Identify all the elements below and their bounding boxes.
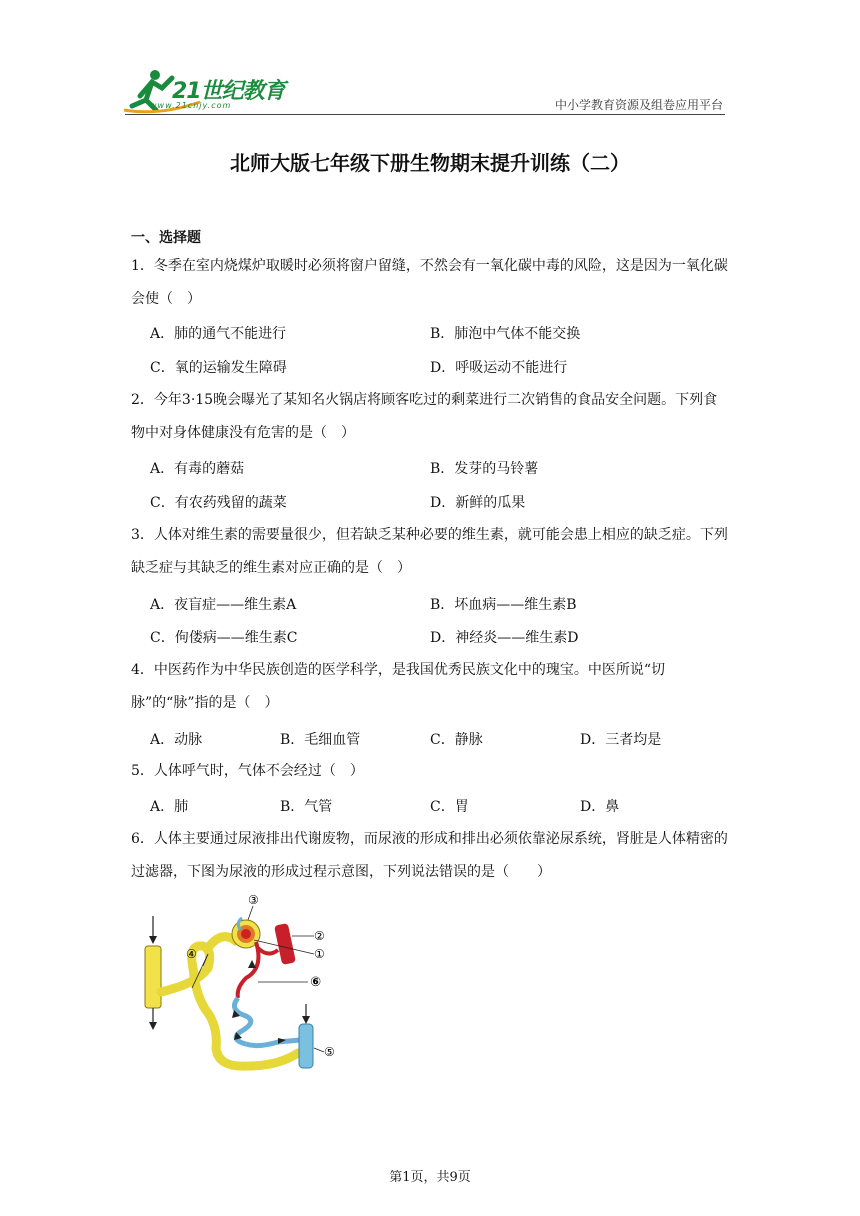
q5-option-b: B．气管 — [280, 799, 333, 815]
q4-option-d: D．三者均是 — [580, 732, 662, 748]
q2-option-a: A．有毒的蘑菇 — [150, 461, 245, 477]
q4-option-a: A．动脉 — [150, 732, 203, 748]
label-3: ③ — [248, 893, 259, 907]
question-1: 1．冬季在室内烧煤炉取暖时必须将窗户留缝，不然会有一氧化碳中毒的风险，这是因为一氧化碳会使（ ） — [131, 258, 728, 307]
label-6: ⑥ — [310, 975, 322, 990]
question-3: 3．人体对维生素的需要量很少，但若缺乏某种必要的维生素，就可能会患上相应的缺乏症。下列缺乏症与其缺乏的维生素对应正确的是（ ） — [131, 527, 728, 576]
label-1: ① — [314, 947, 325, 961]
section-heading: 一、选择题 — [131, 230, 201, 246]
q2-option-b: B．发芽的马铃薯 — [430, 461, 539, 477]
label-4: ④ — [186, 947, 197, 961]
q1-option-a: A．肺的通气不能进行 — [150, 326, 287, 342]
q5-option-a: A．肺 — [150, 799, 189, 815]
page-footer: 第1页，共9页 — [389, 1170, 471, 1185]
q4-option-c: C．静脉 — [430, 732, 483, 748]
q4-option-b: B．毛细血管 — [280, 732, 361, 748]
header-divider — [125, 114, 725, 115]
logo-url: www.21cnjy.com — [150, 101, 232, 110]
q2-option-c: C．有农药残留的蔬菜 — [150, 495, 287, 511]
question-5: 5．人体呼气时，气体不会经过（ ） — [131, 763, 364, 779]
q3-option-b: B．坏血病——维生素B — [430, 597, 577, 613]
logo-text: 21世纪教育 — [172, 79, 285, 104]
question-4: 4．中医药作为中华民族创造的医学科学，是我国优秀民族文化中的瑰宝。中医所说“切脉”的“脉”指的是（ ） — [131, 662, 666, 711]
question-6: 6．人体主要通过尿液排出代谢废物，而尿液的形成和排出必须依靠泌尿系统，肾脏是人体精密的过滤器，下图为尿液的形成过程示意图，下列说法错误的是（ ） — [131, 831, 728, 880]
q1-option-b: B．肺泡中气体不能交换 — [430, 326, 581, 342]
nephron-diagram — [128, 888, 353, 1088]
platform-label: 中小学教育资源及组卷应用平台 — [554, 98, 723, 112]
label-2: ② — [314, 929, 325, 943]
q3-option-c: C．佝偻病——维生素C — [150, 630, 298, 646]
question-2: 2．今年3·15晚会曝光了某知名火锅店将顾客吃过的剩菜进行二次销售的食品安全问题。下列食物中对身体健康没有危害的是（ ） — [131, 392, 718, 441]
q3-option-a: A．夜盲症——维生素A — [150, 597, 297, 613]
q2-option-d: D．新鲜的瓜果 — [430, 495, 526, 511]
document-title: 北师大版七年级下册生物期末提升训练（二） — [230, 151, 630, 175]
q3-option-d: D．神经炎——维生素D — [430, 630, 579, 646]
q1-option-d: D．呼吸运动不能进行 — [430, 360, 568, 376]
q1-option-c: C．氧的运输发生障碍 — [150, 360, 287, 376]
q5-option-c: C．胃 — [430, 799, 469, 815]
label-5: ⑤ — [324, 1045, 335, 1059]
q5-option-d: D．鼻 — [580, 799, 620, 815]
